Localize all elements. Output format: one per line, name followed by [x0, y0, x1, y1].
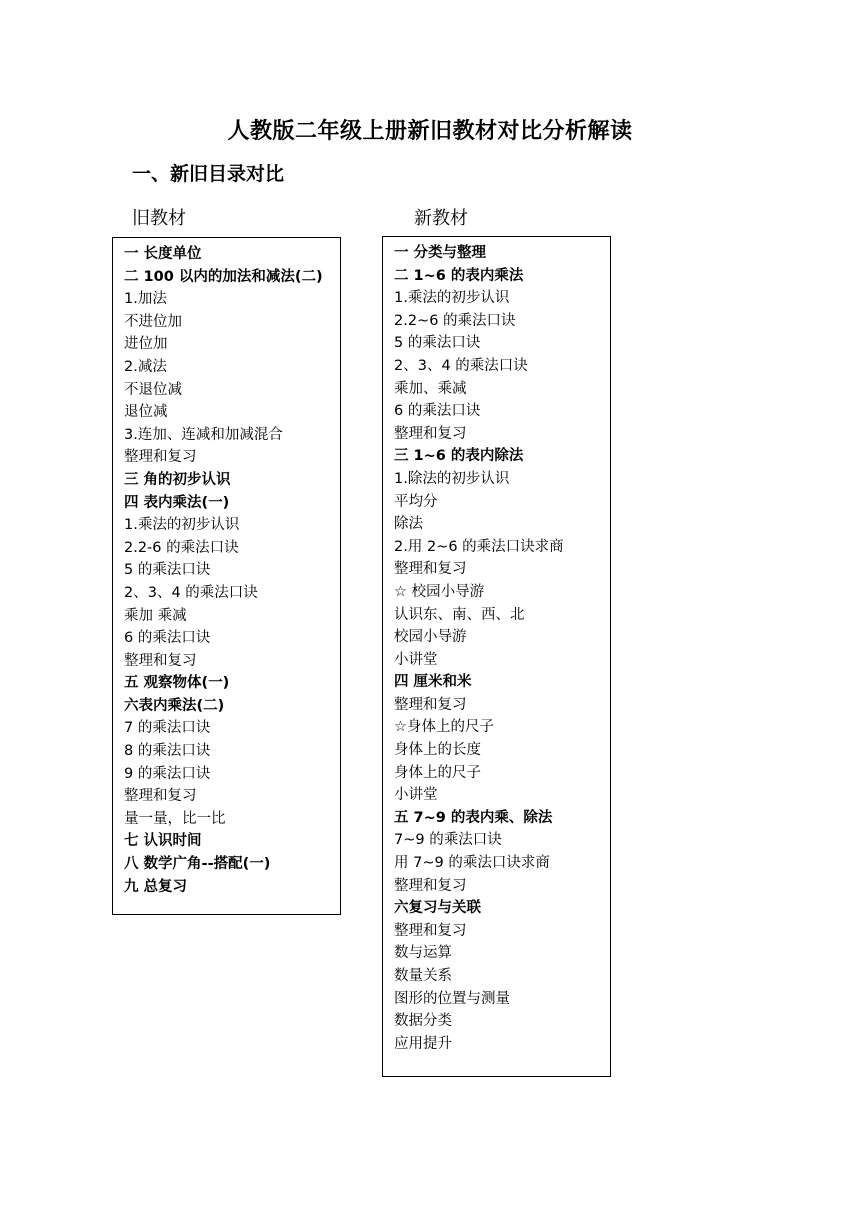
new-contents-list-item: 身体上的尺子 — [394, 764, 481, 781]
new-contents-list-item: 图形的位置与测量 — [394, 990, 510, 1007]
old-contents-list-item: 2.2-6 的乘法口诀 — [124, 539, 239, 556]
new-contents-list-item: 小讲堂 — [394, 651, 438, 668]
old-contents-chapter-heading: 九 总复习 — [124, 878, 188, 895]
new-contents-list-item: 数量关系 — [394, 968, 452, 984]
new-contents-list-item: 1.除法的初步认识 — [394, 470, 510, 487]
old-contents-list-item: 6 的乘法口诀 — [124, 630, 211, 647]
new-contents-chapter-heading: 六复习与关联 — [394, 900, 481, 917]
old-contents-chapter-heading: 四 表内乘法(一) — [124, 494, 230, 511]
old-contents-list-item: 进位加 — [124, 336, 168, 353]
old-contents-chapter-heading: 一 长度单位 — [124, 246, 202, 262]
old-contents-list-item: 退位减 — [124, 404, 168, 421]
new-contents-list-item: 整理和复习 — [394, 877, 467, 894]
new-contents-list-item: 数据分类 — [394, 1013, 452, 1030]
new-contents-list-item: 整理和复习 — [394, 561, 467, 578]
new-contents-list-item: 5 的乘法口诀 — [394, 335, 481, 352]
new-contents-list-item: 6 的乘法口诀 — [394, 403, 481, 420]
old-contents-list-item: 整理和复习 — [124, 449, 197, 466]
old-contents-chapter-heading: 五 观察物体(一) — [124, 675, 230, 692]
new-contents-list-item: 2.2~6 的乘法口诀 — [394, 312, 516, 329]
new-contents-list-item: 用 7~9 的乘法口诀求商 — [394, 855, 550, 872]
new-contents-list-item: 校园小导游 — [394, 629, 467, 646]
old-textbook-label: 旧教材 — [132, 208, 186, 229]
old-contents-list-item: 3.连加、连减和加减混合 — [124, 426, 283, 443]
new-contents-list-item: 平均分 — [394, 493, 438, 510]
new-contents-list-item: ☆ 校园小导游 — [394, 583, 485, 600]
old-contents-list-item: 不进位加 — [124, 313, 182, 330]
new-contents-list-item: 小讲堂 — [394, 787, 438, 804]
old-contents-list-item: 不退位减 — [124, 381, 182, 398]
new-contents-list-item: 身体上的长度 — [394, 742, 481, 759]
old-contents-list-item: 2、3、4 的乘法口诀 — [124, 584, 258, 601]
new-contents-list-item: 数与运算 — [394, 945, 452, 962]
new-contents-list-item: ☆身体上的尺子 — [394, 719, 494, 736]
old-contents-chapter-heading: 二 100 以内的加法和减法(二) — [124, 268, 323, 285]
new-contents-list-item: 2.用 2~6 的乘法口诀求商 — [394, 538, 564, 555]
old-contents-list-item: 整理和复习 — [124, 788, 197, 805]
old-contents-list-item: 2.减法 — [124, 358, 167, 375]
old-contents-list-item: 1.加法 — [124, 291, 167, 308]
page-title: 人教版二年级上册新旧教材对比分析解读 — [227, 119, 633, 144]
section-heading: 一、新旧目录对比 — [132, 163, 285, 185]
old-contents-chapter-heading: 八 数学广角--搭配(一) — [124, 856, 271, 873]
new-textbook-label: 新教材 — [414, 208, 468, 229]
new-contents-list-item: 乘加、乘减 — [394, 380, 467, 397]
new-contents-list-item: 整理和复习 — [394, 425, 467, 442]
old-contents-list-item: 量一量，比一比 — [124, 810, 226, 827]
new-contents-chapter-heading: 四 厘米和米 — [394, 674, 472, 691]
new-contents-list-item: 应用提升 — [394, 1035, 452, 1052]
new-contents-list-item: 除法 — [394, 516, 423, 533]
new-textbook-contents-box — [382, 236, 611, 1077]
new-contents-chapter-heading: 三 1~6 的表内除法 — [394, 448, 524, 465]
old-contents-list-item: 7 的乘法口诀 — [124, 720, 211, 737]
old-contents-list-item: 5 的乘法口诀 — [124, 562, 211, 579]
new-contents-chapter-heading: 一 分类与整理 — [394, 245, 487, 261]
old-contents-chapter-heading: 七 认识时间 — [124, 833, 202, 850]
old-contents-list-item: 1.乘法的初步认识 — [124, 517, 240, 534]
new-contents-list-item: 1.乘法的初步认识 — [394, 290, 510, 307]
new-contents-list-item: 整理和复习 — [394, 922, 467, 939]
old-contents-list-item: 9 的乘法口诀 — [124, 765, 211, 782]
new-contents-chapter-heading: 五 7~9 的表内乘、除法 — [394, 809, 553, 826]
new-contents-list-item: 2、3、4 的乘法口诀 — [394, 357, 528, 374]
new-contents-list-item: 7~9 的乘法口诀 — [394, 832, 502, 849]
old-contents-chapter-heading: 六表内乘法(二) — [124, 697, 225, 714]
new-contents-list-item: 认识东、南、西、北 — [394, 606, 525, 623]
old-contents-list-item: 8 的乘法口诀 — [124, 743, 211, 760]
old-contents-chapter-heading: 三 角的初步认识 — [124, 471, 231, 488]
new-contents-chapter-heading: 二 1~6 的表内乘法 — [394, 267, 524, 284]
old-contents-list-item: 乘加 乘减 — [124, 607, 187, 624]
old-contents-list-item: 整理和复习 — [124, 652, 197, 669]
old-textbook-contents-box — [112, 237, 341, 915]
new-contents-list-item: 整理和复习 — [394, 696, 467, 713]
